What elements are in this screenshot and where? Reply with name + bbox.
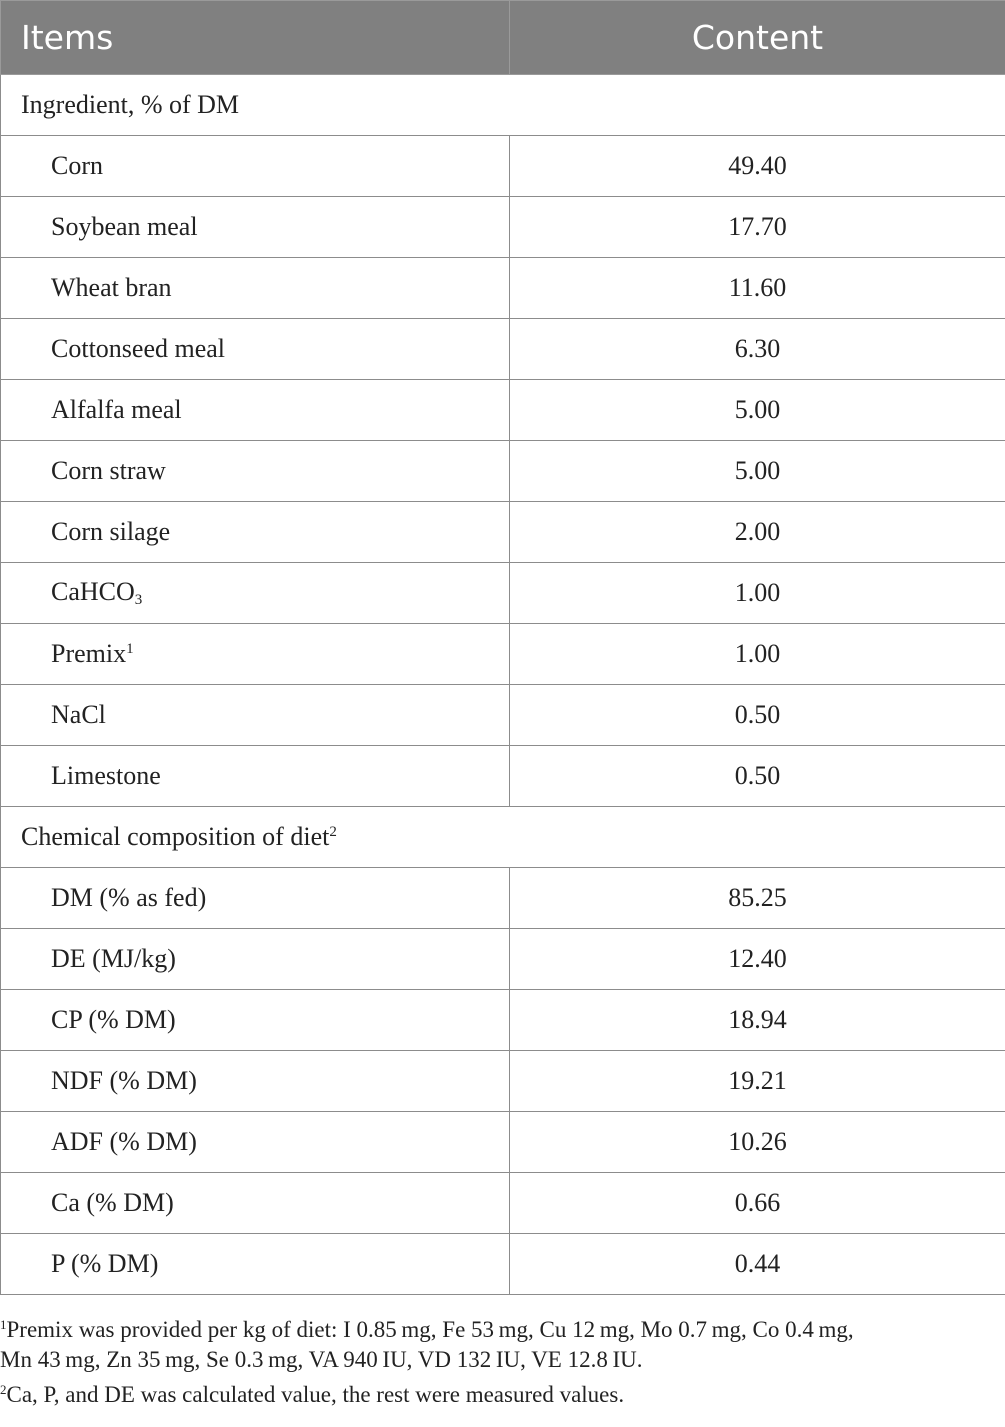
table-row — [1, 1173, 1005, 1234]
row-label: Corn silage — [1, 502, 510, 563]
footnote-1 — [0, 1310, 1005, 1345]
row-label-premix — [1, 624, 510, 685]
row-label: CP (% DM) — [1, 990, 510, 1051]
footnote-2 — [0, 1375, 1005, 1410]
footnote-1-line2: Mn 43 mg, Zn 35 mg, Se 0.3 mg, VA 940 IU, VD 132 IU, VE 12.8 IU. — [0, 1347, 643, 1372]
row-value: 1.00 — [510, 624, 1005, 685]
footnote-marker: 2 — [329, 824, 337, 840]
row-value: 0.50 — [510, 746, 1005, 807]
row-value: 17.70 — [510, 197, 1005, 258]
table-row — [1, 746, 1005, 807]
row-label-cahco3 — [1, 563, 510, 624]
row-label: P (% DM) — [1, 1234, 510, 1295]
table-row — [1, 929, 1005, 990]
row-label: Ca (% DM) — [1, 1173, 510, 1234]
row-value: 5.00 — [510, 380, 1005, 441]
table-row — [1, 563, 1005, 624]
footnote-1-line1: Premix was provided per kg of diet: I 0.85 mg, Fe 53 mg, Cu 12 mg, Mo 0.7 mg, Co 0.4 mg, — [6, 1317, 854, 1342]
row-value: 18.94 — [510, 990, 1005, 1051]
footnote-2-marker: 2 — [0, 1382, 7, 1397]
table-row — [1, 197, 1005, 258]
table-row — [1, 136, 1005, 197]
row-value: 0.44 — [510, 1234, 1005, 1295]
row-label-text: CaHCO — [51, 577, 135, 606]
header-items: Items — [1, 1, 510, 75]
row-value: 11.60 — [510, 258, 1005, 319]
footnote-2-text: Ca, P, and DE was calculated value, the rest were measured values. — [6, 1382, 625, 1407]
table-row — [1, 868, 1005, 929]
footnote-1-marker: 1 — [0, 1317, 7, 1332]
row-label: Cottonseed meal — [1, 319, 510, 380]
table-row — [1, 1234, 1005, 1295]
table-row — [1, 319, 1005, 380]
section-chemical-text: Chemical composition of diet — [21, 822, 330, 851]
row-value: 10.26 — [510, 1112, 1005, 1173]
row-label: Corn straw — [1, 441, 510, 502]
row-value: 85.25 — [510, 868, 1005, 929]
row-label: DE (MJ/kg) — [1, 929, 510, 990]
section-chemical — [1, 807, 1005, 868]
row-value: 5.00 — [510, 441, 1005, 502]
footnotes — [0, 1310, 1005, 1410]
table-row — [1, 258, 1005, 319]
table-row — [1, 441, 1005, 502]
row-label-text: Premix — [51, 639, 127, 668]
subscript: 3 — [134, 592, 143, 608]
row-label: Wheat bran — [1, 258, 510, 319]
header-content: Content — [510, 1, 1005, 75]
table-row — [1, 1051, 1005, 1112]
table-row — [1, 502, 1005, 563]
section-row-ingredient — [1, 75, 1005, 136]
row-label: Corn — [1, 136, 510, 197]
row-label: DM (% as fed) — [1, 868, 510, 929]
row-value: 0.66 — [510, 1173, 1005, 1234]
row-label: Alfalfa meal — [1, 380, 510, 441]
row-value: 19.21 — [510, 1051, 1005, 1112]
table-row — [1, 990, 1005, 1051]
row-value: 0.50 — [510, 685, 1005, 746]
row-label: ADF (% DM) — [1, 1112, 510, 1173]
row-label: Limestone — [1, 746, 510, 807]
table-row — [1, 380, 1005, 441]
section-ingredient: Ingredient, % of DM — [1, 75, 1005, 136]
row-label: NaCl — [1, 685, 510, 746]
section-row-chemical — [1, 807, 1005, 868]
header-row — [1, 1, 1005, 75]
row-value: 12.40 — [510, 929, 1005, 990]
table-row — [1, 1112, 1005, 1173]
table-row — [1, 624, 1005, 685]
row-label: Soybean meal — [1, 197, 510, 258]
row-value: 6.30 — [510, 319, 1005, 380]
footnote-1-continued — [0, 1345, 1005, 1375]
row-value: 2.00 — [510, 502, 1005, 563]
footnote-marker: 1 — [126, 641, 134, 657]
table-row — [1, 685, 1005, 746]
row-value: 1.00 — [510, 563, 1005, 624]
row-label: NDF (% DM) — [1, 1051, 510, 1112]
row-value: 49.40 — [510, 136, 1005, 197]
